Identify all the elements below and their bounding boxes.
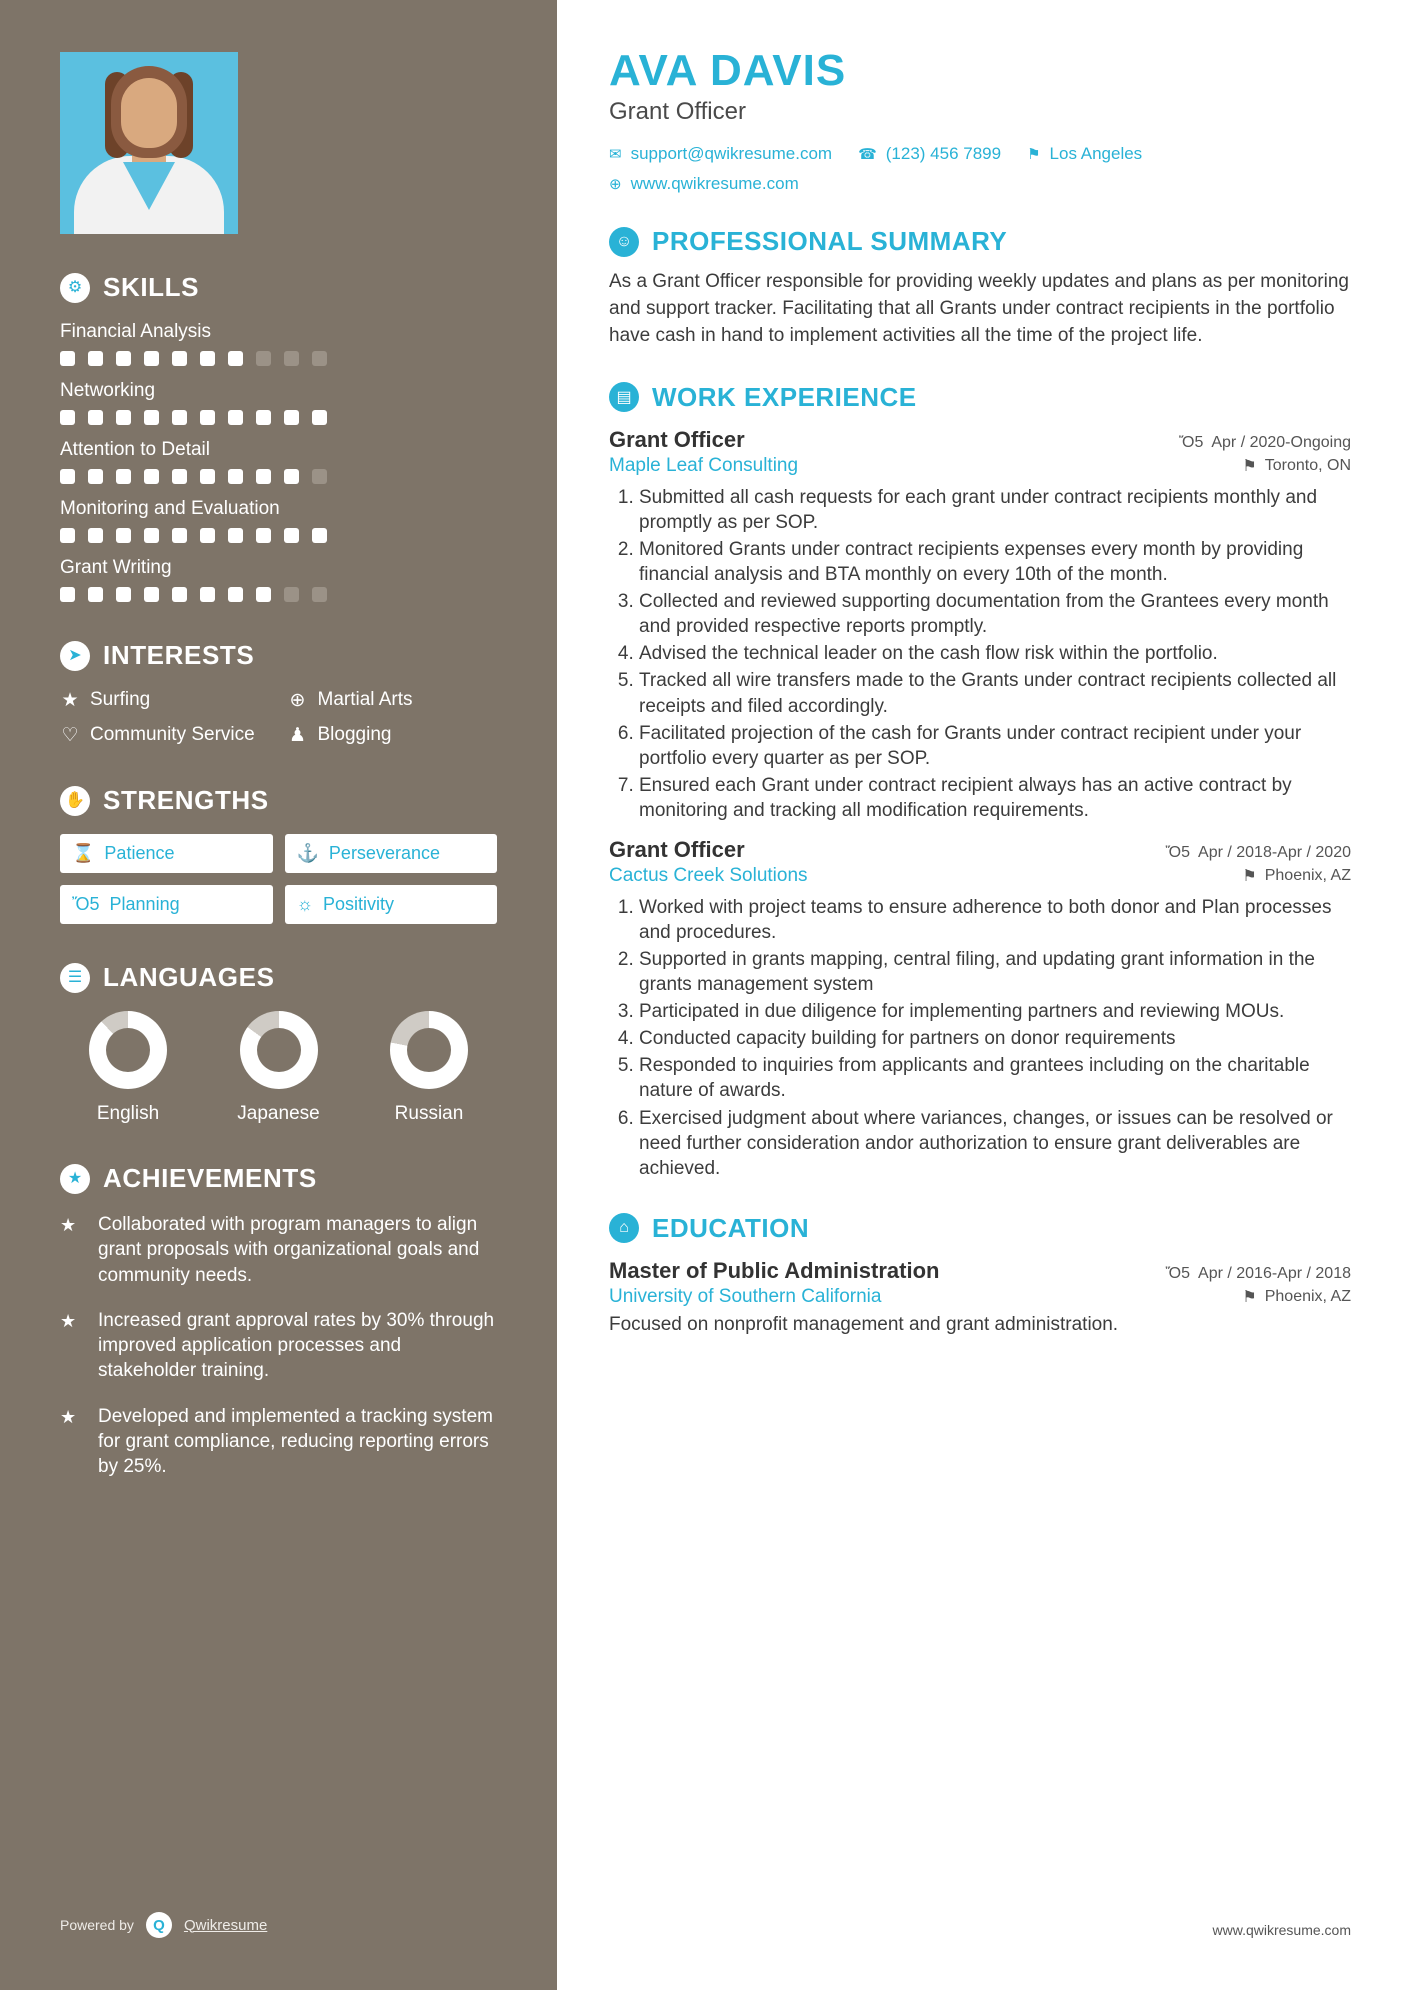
skill-dot: [60, 469, 75, 484]
jobs-list: [609, 427, 1351, 1181]
school-name: University of Southern California: [609, 1285, 882, 1307]
interest-item: [60, 724, 270, 747]
education-description: Focused on nonprofit management and grant administration.: [609, 1313, 1119, 1335]
skill-dot: [60, 587, 75, 602]
language-progress: [390, 1011, 468, 1089]
contact-text: support@qwikresume.com: [630, 144, 833, 163]
skill-dot: [172, 469, 187, 484]
monument-icon: ⚓: [296, 843, 319, 863]
job-bullet: 1. Submitted all cash requests for each grant under contract recipients monthly and promptly as per SOP.: [639, 485, 1351, 535]
skill-rating: [60, 469, 497, 484]
sun-icon: ☼: [296, 894, 313, 914]
job-location: ⚑ Toronto, ON: [1242, 456, 1351, 475]
strength-label: Planning: [109, 894, 180, 914]
skill-dot: [312, 469, 327, 484]
job-entry: [609, 427, 1351, 823]
paper-plane-icon: ➤: [60, 641, 90, 671]
achievement-text: Increased grant approval rates by 30% through improved application processes and stakeholder training.: [98, 1309, 495, 1382]
job-bullets: [639, 895, 1351, 1181]
contact-item[interactable]: [609, 174, 799, 194]
achievement-text: Developed and implemented a tracking system for grant compliance, reducing reporting errors by 25%.: [98, 1405, 493, 1478]
professional-summary-section: [609, 226, 1351, 350]
job-role-subtitle: Grant Officer: [609, 98, 746, 125]
education-title: EDUCATION: [652, 1212, 810, 1243]
degree-title: Master of Public Administration: [609, 1257, 940, 1283]
job-bullet: 7. Ensured each Grant under contract recipient always has an active contract by monitoring and tracking all modification requirements.: [639, 773, 1351, 823]
skill-dot: [200, 587, 215, 602]
job-bullet: 6. Exercised judgment about where variances, changes, or issues can be resolved or need further consideration andor authorization to ensure grant deliverables are achieved.: [639, 1106, 1351, 1181]
job-bullet: 4. Advised the technical leader on the cash flow risk within the portfolio.: [639, 641, 1351, 666]
education-dates: Ὄ5 Apr / 2016-Apr / 2018: [1165, 1264, 1351, 1282]
skill-name: Grant Writing: [60, 557, 172, 578]
language-label: Japanese: [237, 1103, 320, 1124]
skill-dot: [172, 410, 187, 425]
language-item: [68, 1011, 188, 1125]
professional-summary-title: PROFESSIONAL SUMMARY: [652, 226, 1008, 256]
job-bullet: 2. Supported in grants mapping, central filing, and updating grant information in the grants management system: [639, 947, 1351, 997]
contact-row: [609, 144, 1351, 194]
job-heading-row: [609, 837, 1351, 863]
skill-dot: [88, 528, 103, 543]
skill-dot: [172, 528, 187, 543]
strength-item: [285, 885, 498, 924]
skills-section: [60, 272, 497, 602]
qwikresume-link[interactable]: Qwikresume: [183, 1916, 268, 1934]
work-experience-header: [609, 382, 1351, 413]
education-location: ⚑ Phoenix, AZ: [1242, 1287, 1351, 1306]
job-title: Grant Officer: [609, 426, 745, 452]
powered-by: [60, 1912, 267, 1938]
powered-by-label: Powered by: [60, 1917, 134, 1933]
skill-dot: [172, 587, 187, 602]
skill-dot: [312, 528, 327, 543]
education-list: [609, 1258, 1351, 1336]
skill-dot: [256, 469, 271, 484]
skill-dot: [228, 528, 243, 543]
skill-name: Networking: [60, 380, 156, 401]
job-title: Grant Officer: [609, 836, 745, 862]
skill-dot: [284, 587, 299, 602]
sidebar: [0, 0, 557, 1990]
skills-title: SKILLS: [103, 272, 200, 302]
skill-dot: [144, 587, 159, 602]
skill-name: Monitoring and Evaluation: [60, 498, 280, 519]
star-badge-icon: ★: [60, 1164, 90, 1194]
job-bullet: 2. Monitored Grants under contract recipients expenses every month by providing financial analysis and BTA monthly on every 10th of the month.: [639, 537, 1351, 587]
languages-title: LANGUAGES: [103, 962, 275, 992]
achievement-item: [60, 1308, 497, 1384]
calendar-icon: Ὄ5: [1178, 433, 1204, 451]
skill-dot: [88, 351, 103, 366]
location-icon: ⚑: [1242, 1288, 1257, 1306]
contact-text: (123) 456 7899: [885, 144, 1002, 163]
skill-dot: [312, 587, 327, 602]
skill-name: Attention to Detail: [60, 439, 210, 460]
job-bullet: 5. Responded to inquiries from applicants and grantees including on the charitable nature of awards.: [639, 1053, 1351, 1103]
skill-dot: [144, 410, 159, 425]
interest-label: Surfing: [90, 689, 151, 710]
interest-label: Community Service: [90, 724, 255, 745]
skills-header: [60, 272, 497, 303]
skill-dot: [88, 469, 103, 484]
professional-summary-text: As a Grant Officer responsible for providing weekly updates and plans as per monitoring and support tracker. Facilitating that all Grants under contract recipients in the portfolio have cash in hand to implement activities all the time of the project life.: [609, 271, 1349, 346]
interests-section: [60, 640, 497, 747]
skill-dot: [116, 587, 131, 602]
languages-section: [60, 962, 497, 1125]
strength-item: [285, 834, 498, 873]
page-title: AVA DAVIS: [609, 46, 847, 95]
skill-dot: [256, 410, 271, 425]
graduation-icon: ⌂: [609, 1213, 639, 1243]
calendar-icon: Ὄ5: [1165, 843, 1191, 861]
education-header: [609, 1213, 1351, 1244]
skill-dot: [60, 410, 75, 425]
language-item: [369, 1011, 489, 1125]
job-bullet: 4. Conducted capacity building for partners on donor requirements: [639, 1026, 1351, 1051]
calendar-icon: Ὄ5: [72, 894, 100, 914]
contact-text: www.qwikresume.com: [630, 174, 799, 193]
job-company: Maple Leaf Consulting: [609, 454, 799, 476]
skill-dot: [116, 469, 131, 484]
skill-dot: [172, 351, 187, 366]
lightbulb-icon: ⚙: [60, 273, 90, 303]
languages-list: [60, 1011, 497, 1125]
job-bullet: 6. Facilitated projection of the cash for Grants under contract recipient under your portfolio every quarter as per SOP.: [639, 721, 1351, 771]
interest-item: [60, 689, 270, 712]
interests-title: INTERESTS: [103, 640, 255, 670]
skills-list: [60, 321, 497, 602]
skill-dot: [228, 351, 243, 366]
skill-dot: [228, 410, 243, 425]
star-icon: ★: [60, 1406, 77, 1427]
skill-dot: [60, 528, 75, 543]
achievements-header: [60, 1163, 497, 1194]
job-heading-row: [609, 427, 1351, 453]
languages-header: [60, 962, 497, 993]
mail-icon: ✉: [609, 146, 622, 163]
interest-item: [288, 689, 498, 712]
location-icon: ⚑: [1242, 457, 1257, 475]
job-bullet: 3. Collected and reviewed supporting documentation from the Grantees every month and provided respective reports promptly.: [639, 589, 1351, 639]
qwikresume-logo-icon: Q: [146, 1912, 172, 1938]
skill-dot: [88, 587, 103, 602]
skill-dot: [228, 587, 243, 602]
strength-item: [60, 834, 273, 873]
skill-dot: [116, 351, 131, 366]
location-icon: ⚑: [1242, 867, 1257, 885]
skill-rating: [60, 587, 497, 602]
calendar-icon: Ὄ5: [1165, 1264, 1191, 1282]
contact-item[interactable]: [1027, 144, 1142, 164]
strengths-section: [60, 785, 497, 924]
language-item: [219, 1011, 339, 1125]
id-card-icon: ☰: [60, 963, 90, 993]
education-heading-row: [609, 1258, 1351, 1284]
job-subheading-row: [609, 865, 1351, 887]
avatar-face: [121, 78, 177, 148]
job-bullet: 3. Participated in due diligence for implementing partners and reviewing MOUs.: [639, 999, 1351, 1024]
skill-dot: [284, 469, 299, 484]
avatar-collar: [123, 162, 175, 210]
skill-dot: [284, 410, 299, 425]
skill-dot: [312, 351, 327, 366]
job-entry: [609, 837, 1351, 1181]
language-progress: [89, 1011, 167, 1089]
skill-dot: [116, 410, 131, 425]
achievement-item: [60, 1212, 497, 1288]
achievements-title: ACHIEVEMENTS: [103, 1163, 317, 1193]
education-section: [609, 1213, 1351, 1336]
strength-label: Positivity: [323, 894, 395, 914]
skill-dot: [256, 351, 271, 366]
skill-dot: [256, 587, 271, 602]
heart-icon: ♡: [61, 725, 79, 746]
job-bullet: 5. Tracked all wire transfers made to the Grants under contract recipients collected all receipts and filed accordingly.: [639, 668, 1351, 718]
strengths-title: STRENGTHS: [103, 785, 269, 815]
job-dates: Ὄ5 Apr / 2018-Apr / 2020: [1165, 843, 1351, 861]
work-experience-section: [609, 382, 1351, 1181]
skill-dot: [60, 351, 75, 366]
hand-icon: ✋: [60, 786, 90, 816]
phone-icon: ☎: [858, 146, 877, 163]
globe-icon: ⊕: [609, 176, 622, 193]
job-bullets: [639, 485, 1351, 823]
location-icon: ⚑: [1027, 146, 1041, 163]
job-location: ⚑ Phoenix, AZ: [1242, 866, 1351, 885]
language-progress: [240, 1011, 318, 1089]
interests-header: [60, 640, 497, 671]
hourglass-icon: ⌛: [72, 843, 95, 863]
professional-summary-header: [609, 226, 1351, 257]
interests-list: [60, 689, 497, 747]
contact-item[interactable]: [609, 144, 832, 164]
achievement-text: Collaborated with program managers to align grant proposals with organizational goals and community needs.: [98, 1214, 480, 1286]
skill-name: Financial Analysis: [60, 321, 212, 342]
main-content: [557, 0, 1407, 1990]
skill-dot: [88, 410, 103, 425]
globe-icon: ⊕: [289, 690, 306, 711]
skill-dot: [144, 351, 159, 366]
strength-item: [60, 885, 273, 924]
language-label: Russian: [394, 1103, 464, 1124]
avatar: [60, 52, 238, 234]
strength-label: Patience: [104, 843, 175, 863]
strengths-header: [60, 785, 497, 816]
interest-label: Martial Arts: [317, 689, 413, 710]
contact-text: Los Angeles: [1049, 144, 1143, 163]
job-subheading-row: [609, 455, 1351, 477]
skill-dot: [200, 410, 215, 425]
skill-rating: [60, 410, 497, 425]
strength-label: Perseverance: [328, 843, 440, 863]
education-subheading-row: [609, 1286, 1351, 1308]
skill-dot: [200, 528, 215, 543]
achievements-section: [60, 1163, 497, 1479]
contact-item[interactable]: [858, 144, 1001, 164]
achievement-item: [60, 1404, 497, 1480]
skill-dot: [256, 528, 271, 543]
strengths-list: [60, 834, 497, 924]
interest-label: Blogging: [317, 724, 392, 745]
job-dates: Ὄ5 Apr / 2020-Ongoing: [1178, 433, 1351, 451]
skill-dot: [116, 528, 131, 543]
work-experience-title: WORK EXPERIENCE: [652, 381, 917, 412]
footer-website: www.qwikresume.com: [1212, 1922, 1351, 1938]
people-icon: ♟: [288, 725, 307, 746]
user-icon: ☺: [609, 227, 639, 257]
skill-dot: [200, 469, 215, 484]
language-label: English: [96, 1103, 160, 1124]
star-icon: ★: [60, 1215, 77, 1235]
skill-rating: [60, 528, 497, 543]
skill-dot: [284, 351, 299, 366]
interest-item: [288, 724, 498, 747]
skill-dot: [312, 410, 327, 425]
job-bullet: 1. Worked with project teams to ensure adherence to both donor and Plan processes and procedures.: [639, 895, 1351, 945]
skill-rating: [60, 351, 497, 366]
star-icon: ★: [61, 690, 79, 711]
skill-dot: [200, 351, 215, 366]
skill-dot: [144, 528, 159, 543]
education-entry: [609, 1258, 1351, 1336]
star-icon: ★: [60, 1310, 77, 1331]
skill-dot: [284, 528, 299, 543]
job-company: Cactus Creek Solutions: [609, 864, 808, 886]
achievements-list: [60, 1212, 497, 1479]
skill-dot: [228, 469, 243, 484]
skill-dot: [144, 469, 159, 484]
briefcase-icon: ▤: [609, 382, 639, 412]
